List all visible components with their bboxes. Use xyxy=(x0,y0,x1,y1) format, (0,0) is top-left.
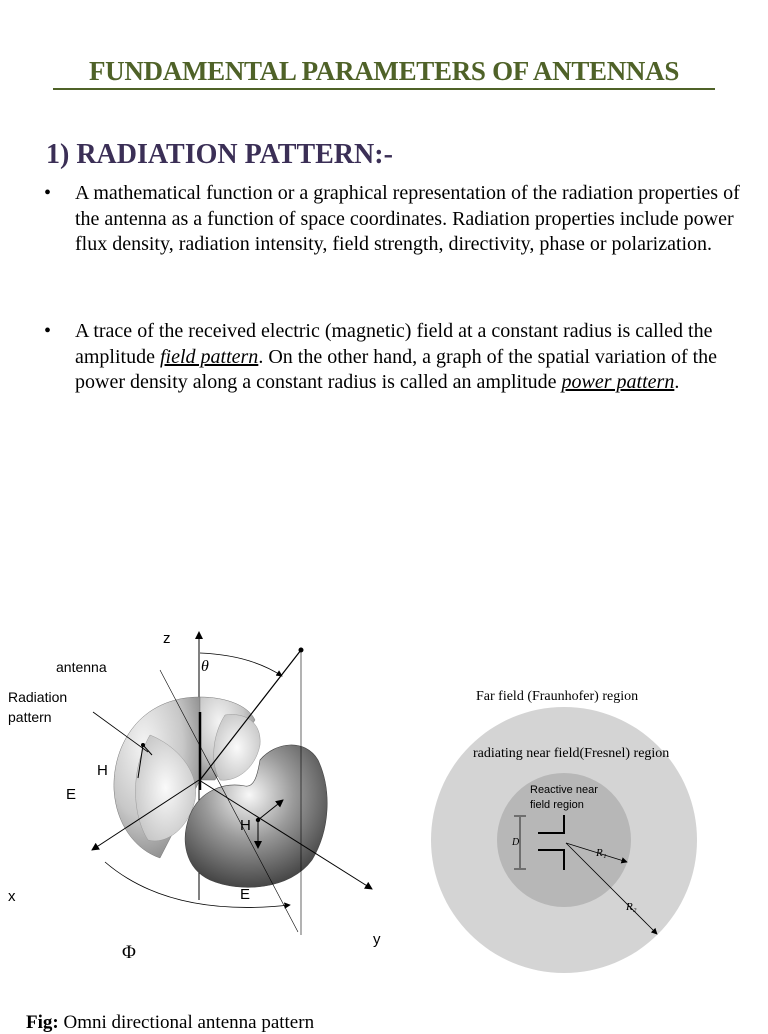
section-title: RADIATION PATTERN:- xyxy=(76,139,393,170)
x-axis-label: x xyxy=(8,888,16,905)
radiating-near-field-label: radiating near field(Fresnel) region xyxy=(473,746,670,761)
h-label-front: H xyxy=(240,817,251,834)
theta-label: θ xyxy=(201,658,209,675)
radiation-pattern-label-line1: Radiation xyxy=(8,689,68,705)
bullet-text-2-part-2: . On the other hand, a graph of the spatial variation of the power density along a constant radius is called an amplitude xyxy=(75,345,718,393)
phi-label: Φ xyxy=(122,942,136,963)
field-pattern-term: field pattern xyxy=(159,345,259,368)
bullet-text-2-part-3: . xyxy=(674,371,680,393)
bullet-text-2-part-1: A trace of the received electric (magnetic) field at a constant radius is called the amplitude xyxy=(75,320,713,368)
r2-label: R₂ xyxy=(626,901,637,913)
y-axis-label: y xyxy=(373,931,381,948)
d-dimension-label: D xyxy=(512,837,520,848)
figure-caption xyxy=(26,1012,314,1034)
radiation-pattern-label-line2: pattern xyxy=(8,709,52,725)
power-pattern-term: power pattern xyxy=(561,371,675,393)
e-label-front: E xyxy=(240,886,251,903)
bullet-marker-1: • xyxy=(44,182,52,204)
theta-arc xyxy=(200,653,282,676)
far-field-region-label: Far field (Fraunhofer) region xyxy=(476,689,639,704)
z-axis-label: z xyxy=(163,630,171,647)
bullet-marker-2: • xyxy=(44,320,52,342)
reactive-near-field-label-line1: Reactive near xyxy=(530,784,598,796)
section-number: 1) xyxy=(46,139,70,170)
page-title: FUNDAMENTAL PARAMETERS OF ANTENNAS xyxy=(88,56,680,86)
antenna-label: antenna xyxy=(56,659,107,675)
radiation-pattern-3d-figure xyxy=(92,632,372,935)
r1-label: R₁ xyxy=(596,847,607,859)
e-label-back: E xyxy=(66,786,77,803)
h-label-back: H xyxy=(97,762,108,779)
caption-text: Omni directional antenna pattern xyxy=(63,1012,315,1033)
bullet-text-1: A mathematical function or a graphical representation of the radiation properties of the antenna as a function of space coordinates. Radiation properties include power flux density, radiation intensity, field strength, directivity, phase or polarization. xyxy=(75,182,740,255)
reactive-near-field-label-line2: field region xyxy=(530,799,584,811)
caption-prefix: Fig: xyxy=(26,1012,59,1033)
